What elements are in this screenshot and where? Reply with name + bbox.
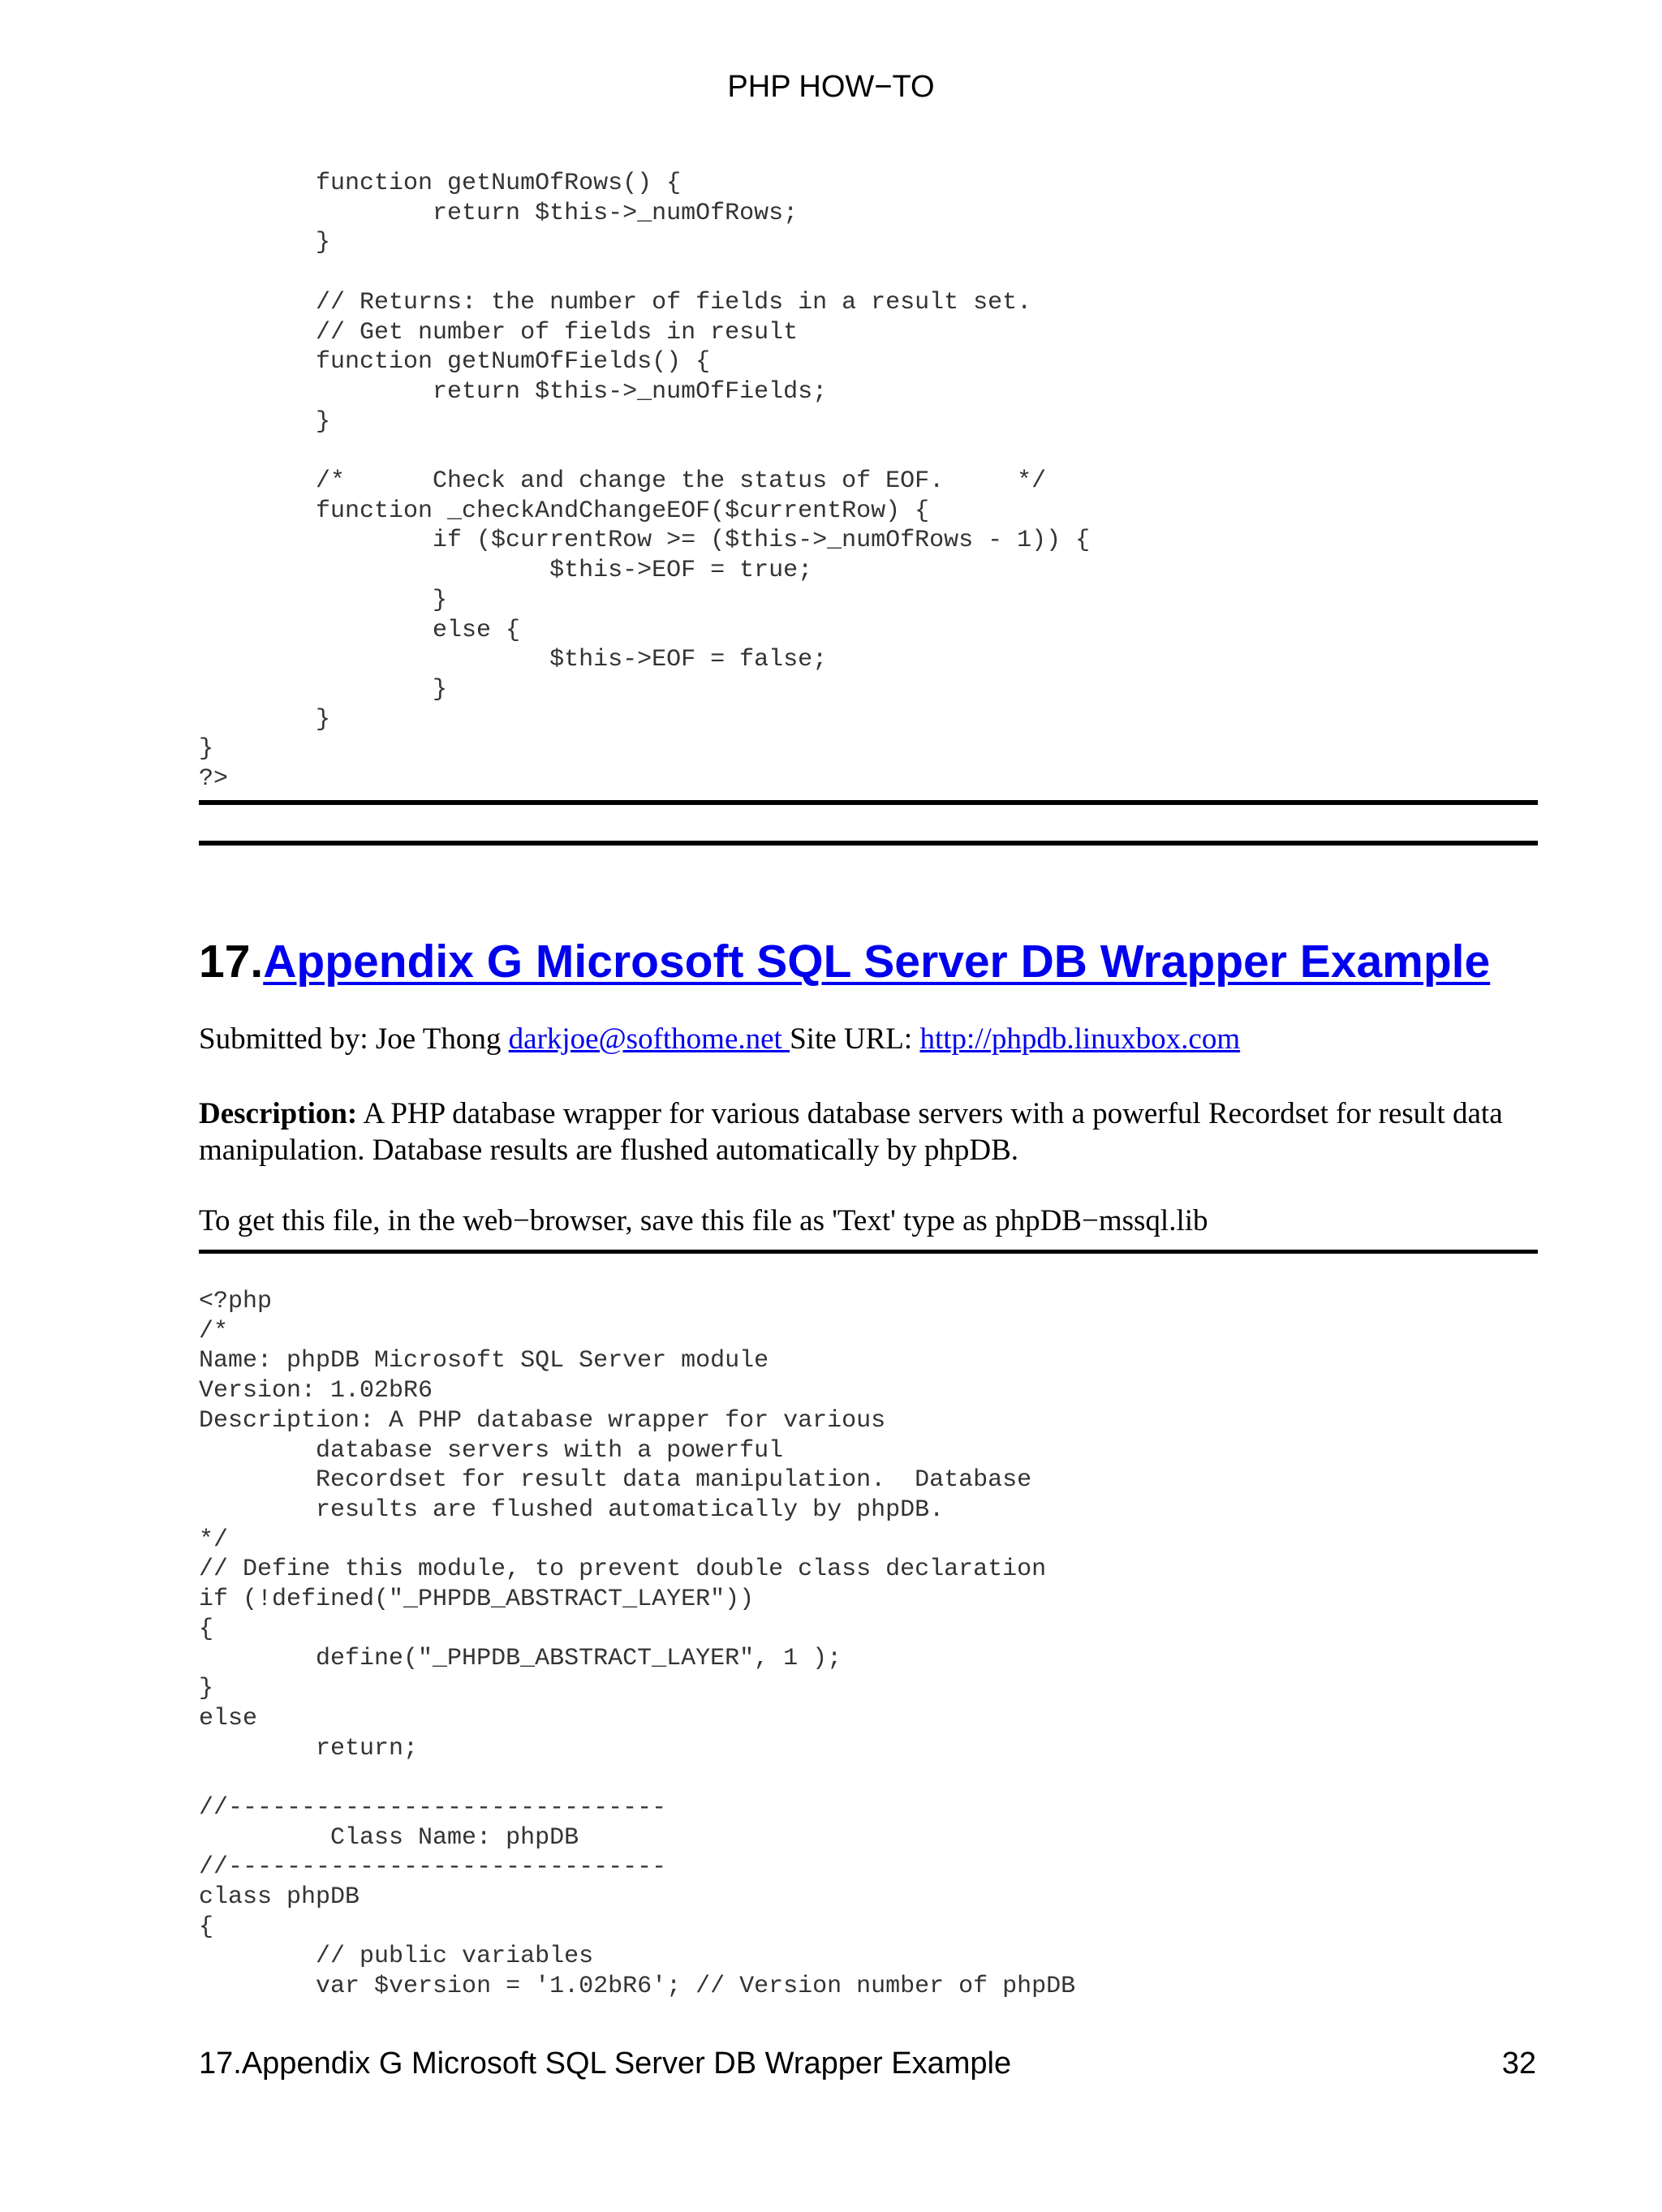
section-number: 17. bbox=[199, 936, 264, 988]
section-heading bbox=[199, 933, 1490, 990]
code-listing-bottom: <?php /* Name: phpDB Microsoft SQL Server module Version: 1.02bR6 Description: A PHP database wrapper for various database servers with a powerful Recordset for result data manipulation. Database results are flushed automatically by phpDB. */ // Define this module, to prevent double class declaration if (!defined("_PHPDB_ABSTRACT_LAYER")) { define("_PHPDB_ABSTRACT_LAYER", 1 ); } else return; //------------------------------ Class Name: phpDB //------------------------------ class phpDB { // public variables var $version = '1.02bR6'; // Version number of phpDB bbox=[199, 1288, 1076, 2001]
horizontal-rule bbox=[199, 841, 1538, 846]
description-paragraph bbox=[199, 1095, 1546, 1168]
code-listing-top: function getNumOfRows() { return $this->_numOfRows; } // Returns: the number of fields in a result set. // Get number of fields in result function getNumOfFields() { return $this->_numOfFields; } /* Check and change the status of EOF. */ function _checkAndChangeEOF($currentRow) { if ($currentRow >= ($this->_numOfRows - 1)) { $this->EOF = true; } else { $this->EOF = false; } } } ?> bbox=[199, 170, 1091, 794]
horizontal-rule bbox=[199, 1250, 1538, 1254]
page-number: 32 bbox=[1501, 2046, 1536, 2081]
submitted-label: Submitted by: Joe Thong bbox=[199, 1022, 509, 1056]
get-file-instructions: To get this file, in the web−browser, save this file as 'Text' type as phpDB−mssql.lib bbox=[199, 1204, 1208, 1237]
horizontal-rule bbox=[199, 800, 1538, 805]
site-url-label: Site URL: bbox=[790, 1022, 920, 1056]
running-header: PHP HOW−TO bbox=[727, 70, 935, 104]
site-url-link[interactable]: http://phpdb.linuxbox.com bbox=[919, 1022, 1241, 1056]
description-label: Description: bbox=[199, 1097, 358, 1130]
description-text: A PHP database wrapper for various database servers with a powerful Recordset for result data manipulation. Database results are flushed automatically by phpDB. bbox=[199, 1097, 1503, 1167]
author-email-link[interactable]: darkjoe@softhome.net bbox=[508, 1022, 790, 1056]
footer-section-title: 17.Appendix G Microsoft SQL Server DB Wrapper Example bbox=[199, 2046, 1012, 2081]
submitted-by-line bbox=[199, 1021, 1546, 1057]
section-title-link[interactable]: Appendix G Microsoft SQL Server DB Wrapper Example bbox=[263, 936, 1491, 988]
